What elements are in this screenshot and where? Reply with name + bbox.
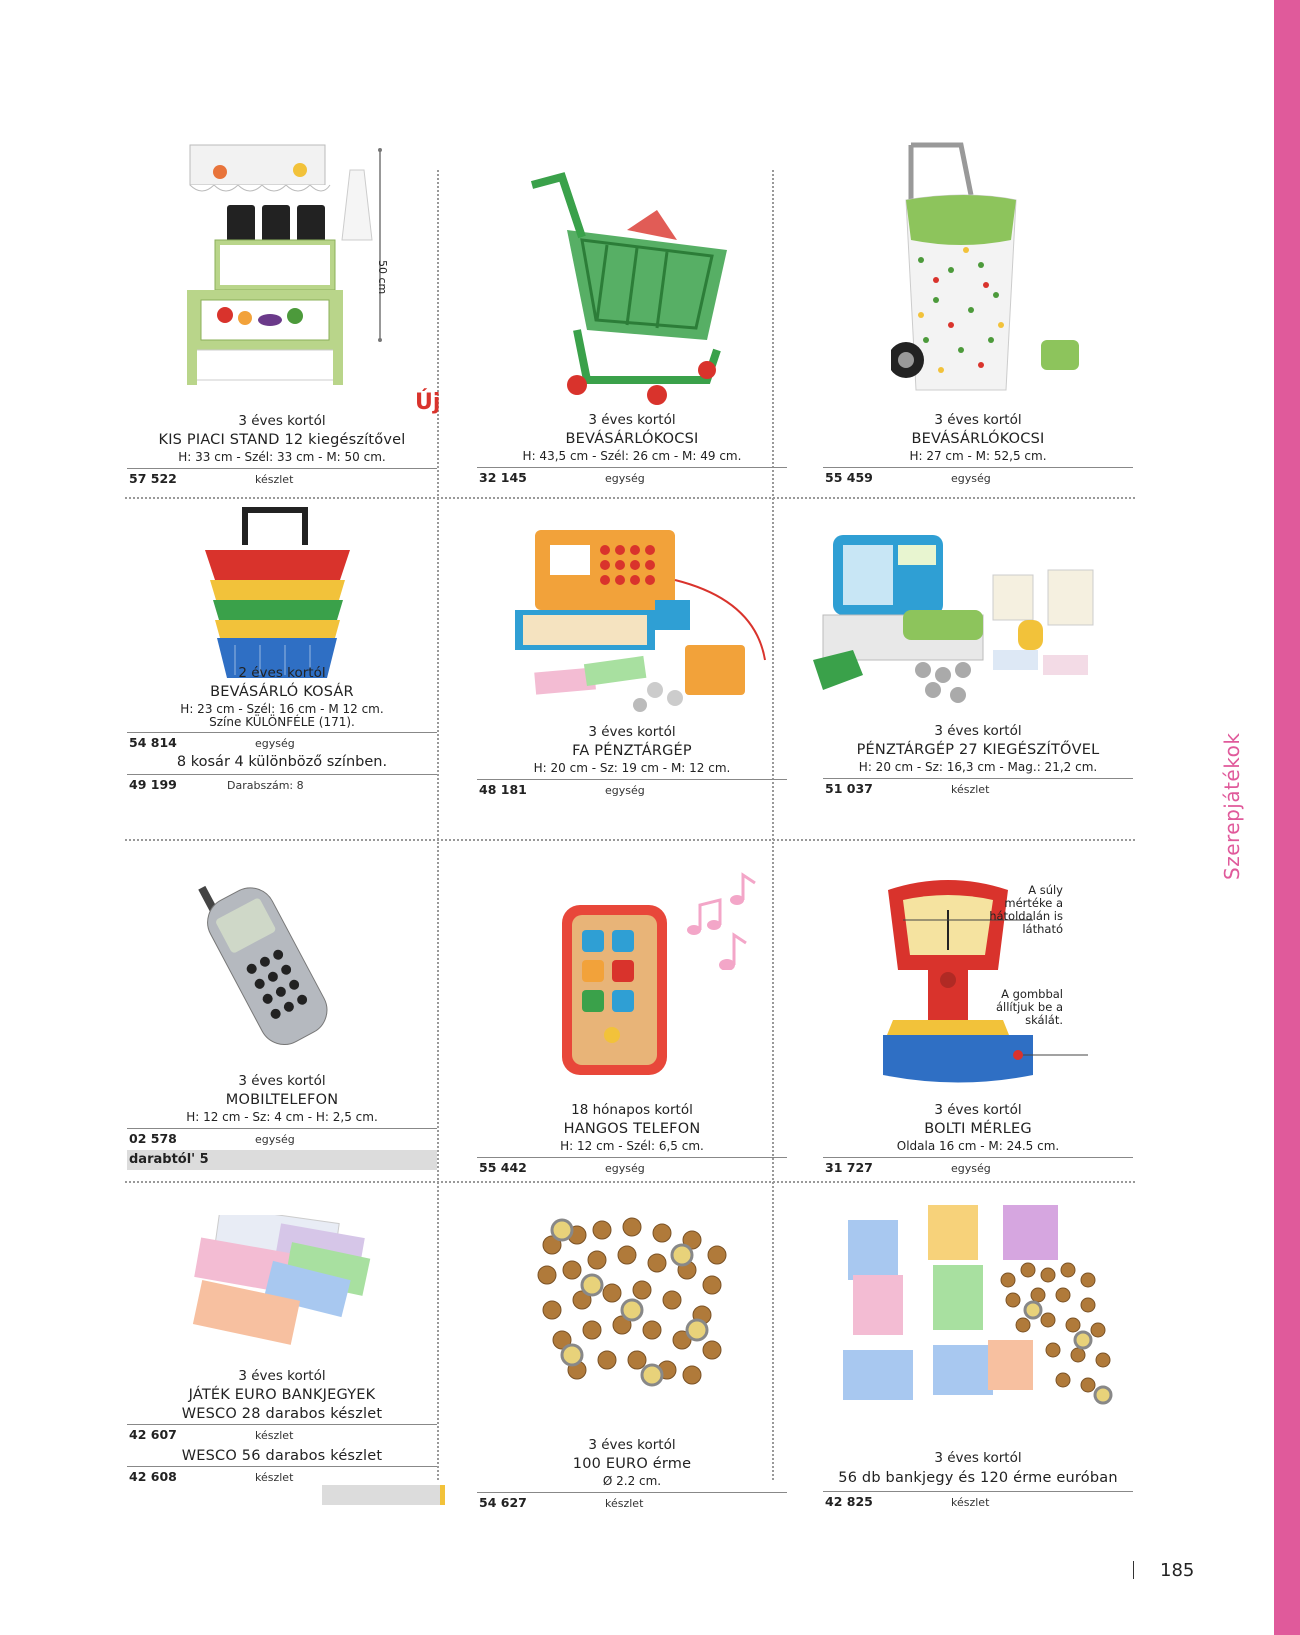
product-name: FA PÉNZTÁRGÉP xyxy=(572,743,692,759)
bundle-note: 8 kosár 4 különböző színben. xyxy=(176,754,388,770)
product-age: 3 éves kortól xyxy=(934,1450,1022,1466)
product-age: 18 hónapos kortól xyxy=(571,1102,693,1118)
product-name: 100 EURO érme xyxy=(572,1456,692,1472)
music-notes-icon xyxy=(682,870,762,970)
product-code: 02 578 xyxy=(129,1131,177,1146)
wooden-phone-icon xyxy=(557,900,672,1080)
product-code: 54 814 xyxy=(129,735,177,750)
cash-register-icon xyxy=(813,530,1123,720)
banknotes-icon xyxy=(187,1215,377,1355)
divider-line xyxy=(823,1157,1133,1158)
product-age: 3 éves kortól xyxy=(934,412,1022,428)
empty-bar xyxy=(322,1485,440,1505)
product-dimensions: Ø 2.2 cm. xyxy=(602,1474,662,1488)
product-name: 56 db bankjegy és 120 érme euróban xyxy=(838,1470,1118,1486)
product-name: BEVÁSÁRLÓKOCSI xyxy=(911,431,1045,447)
product-unit: egység xyxy=(605,472,645,485)
product-name: JÁTÉK EURO BANKJEGYEK xyxy=(188,1387,376,1403)
product-name: BOLTI MÉRLEG xyxy=(924,1121,1032,1137)
product-name: BEVÁSÁRLÓ KOSÁR xyxy=(210,684,354,700)
product-color-note: Színe KÜLÖNFÉLE (171). xyxy=(209,715,355,729)
product-code: 51 037 xyxy=(825,781,873,796)
product-unit: egység xyxy=(255,737,295,750)
product-card-trolley-bag[interactable] xyxy=(823,140,1133,490)
product-card-cash-register[interactable] xyxy=(823,520,1133,840)
product-unit-2: készlet xyxy=(255,1471,294,1484)
quantity-note: darabtól' 5 xyxy=(129,1152,209,1167)
product-dimensions: Oldala 16 cm - M: 24.5 cm. xyxy=(896,1139,1060,1153)
divider-line xyxy=(127,1466,437,1467)
page-number: 185 xyxy=(1160,1560,1195,1581)
product-code: 57 522 xyxy=(129,471,177,486)
product-card-euro-notes[interactable] xyxy=(127,1215,437,1515)
divider-line xyxy=(127,1128,437,1129)
product-variant-2: WESCO 56 darabos készlet xyxy=(181,1448,383,1464)
product-unit: egység xyxy=(951,1162,991,1175)
product-age: 3 éves kortól xyxy=(588,1437,676,1453)
page-number-separator xyxy=(1133,1561,1134,1579)
product-card-market-stand[interactable] xyxy=(127,140,441,490)
row-divider xyxy=(125,1181,1135,1183)
dimension-label: 50 cm xyxy=(376,260,389,295)
product-age: 3 éves kortól xyxy=(934,1102,1022,1118)
divider-line xyxy=(823,1491,1133,1492)
product-card-scale[interactable] xyxy=(823,870,1133,1175)
product-card-notes-and-coins[interactable] xyxy=(823,1200,1133,1515)
product-code: 55 459 xyxy=(825,470,873,485)
divider-line xyxy=(127,732,437,733)
product-age: 3 éves kortól xyxy=(238,1368,326,1384)
product-unit: készlet xyxy=(255,473,294,486)
coins-icon xyxy=(532,1215,732,1390)
product-age: 3 éves kortól xyxy=(588,724,676,740)
product-dimensions: H: 23 cm - Szél: 16 cm - M 12 cm. xyxy=(180,702,384,716)
divider-line xyxy=(127,468,437,469)
product-code-2: 42 608 xyxy=(129,1469,177,1484)
product-code: 42 607 xyxy=(129,1427,177,1442)
product-age: 3 éves kortól xyxy=(588,412,676,428)
product-dimensions: H: 20 cm - Sz: 16,3 cm - Mag.: 21,2 cm. xyxy=(858,760,1098,774)
product-age: 2 éves kortól xyxy=(238,665,326,681)
product-dimensions: H: 20 cm - Sz: 19 cm - M: 12 cm. xyxy=(533,761,731,775)
product-card-wooden-register[interactable] xyxy=(477,520,787,840)
divider-line xyxy=(477,1492,787,1493)
notes-and-coins-icon xyxy=(838,1200,1118,1420)
bundle-code: 49 199 xyxy=(129,777,177,792)
column-divider xyxy=(437,170,439,1480)
product-code: 31 727 xyxy=(825,1160,873,1175)
accent-bar xyxy=(440,1485,445,1505)
market-stand-icon xyxy=(165,140,395,400)
product-unit: készlet xyxy=(605,1497,644,1510)
product-code: 55 442 xyxy=(479,1160,527,1175)
product-name: BEVÁSÁRLÓKOCSI xyxy=(565,431,699,447)
divider-line xyxy=(127,774,437,775)
product-dimensions: H: 33 cm - Szél: 33 cm - M: 50 cm. xyxy=(178,450,386,464)
section-label: Szerepjátékok xyxy=(1220,732,1244,880)
product-age: 3 éves kortól xyxy=(238,413,326,429)
product-unit: egység xyxy=(605,784,645,797)
product-card-basket[interactable] xyxy=(127,505,437,835)
basket-stack-icon xyxy=(205,505,355,680)
section-sidebar xyxy=(1274,0,1300,1635)
divider-line xyxy=(127,1424,437,1425)
product-code: 48 181 xyxy=(479,782,527,797)
mobile-phone-icon xyxy=(197,865,337,1045)
wooden-register-icon xyxy=(505,520,775,715)
scale-callout-button: A gombbal állítjuk be a skálát. xyxy=(995,987,1063,1027)
product-unit: készlet xyxy=(255,1429,294,1442)
divider-line xyxy=(823,467,1133,468)
product-variant: WESCO 28 darabos készlet xyxy=(181,1406,383,1422)
product-name: PÉNZTÁRGÉP 27 KIEGÉSZÍTŐVEL xyxy=(856,742,1100,758)
product-unit: egység xyxy=(951,472,991,485)
product-name: KIS PIACI STAND 12 kiegészítővel xyxy=(158,432,406,448)
product-card-euro-coins[interactable] xyxy=(477,1215,787,1515)
product-unit: egység xyxy=(255,1133,295,1146)
row-divider xyxy=(125,497,1135,499)
product-card-mobile-phone[interactable] xyxy=(127,865,437,1175)
product-unit: készlet xyxy=(951,783,990,796)
product-dimensions: H: 12 cm - Sz: 4 cm - H: 2,5 cm. xyxy=(186,1110,378,1124)
product-age: 3 éves kortól xyxy=(934,723,1022,739)
divider-line xyxy=(477,1157,787,1158)
product-dimensions: H: 12 cm - Szél: 6,5 cm. xyxy=(560,1139,704,1153)
trolley-bag-icon xyxy=(891,140,1091,400)
bundle-unit: Darabszám: 8 xyxy=(227,779,304,792)
product-dimensions: H: 43,5 cm - Szél: 26 cm - M: 49 cm. xyxy=(522,449,742,463)
product-unit: készlet xyxy=(951,1496,990,1509)
product-code: 54 627 xyxy=(479,1495,527,1510)
product-name: HANGOS TELEFON xyxy=(563,1121,701,1137)
product-name: MOBILTELEFON xyxy=(225,1092,339,1108)
new-badge: Új xyxy=(415,390,441,415)
product-dimensions: H: 27 cm - M: 52,5 cm. xyxy=(909,449,1047,463)
scale-callout-back: A súly mértéke a hátoldalán is látható xyxy=(989,883,1063,936)
product-code: 42 825 xyxy=(825,1494,873,1509)
product-age: 3 éves kortól xyxy=(238,1073,326,1089)
divider-line xyxy=(823,778,1133,779)
product-unit: egység xyxy=(605,1162,645,1175)
shopping-cart-icon xyxy=(527,170,737,410)
product-card-shopping-cart[interactable] xyxy=(477,140,787,490)
product-code: 32 145 xyxy=(479,470,527,485)
divider-line xyxy=(477,779,787,780)
product-card-sound-phone[interactable] xyxy=(477,870,787,1175)
divider-line xyxy=(477,467,787,468)
